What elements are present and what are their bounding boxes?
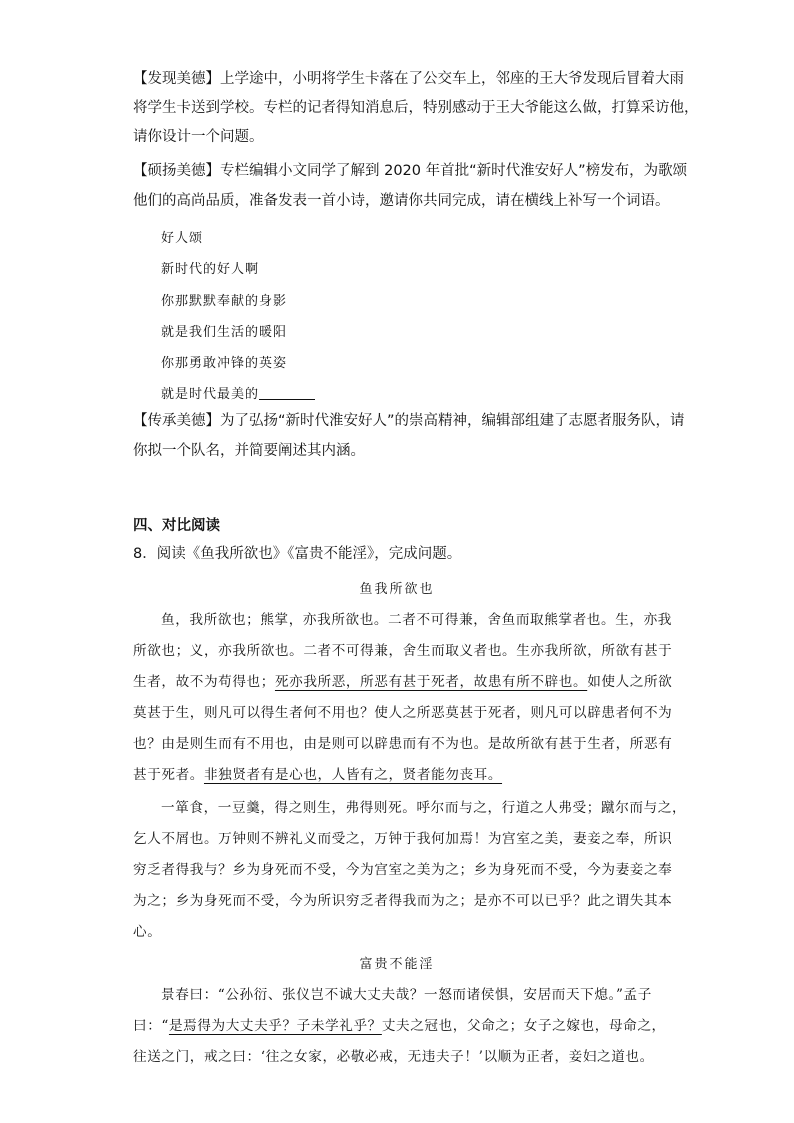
text1-line: 乞人不屑也。万钟则不辨礼义而受之，万钟于我何加焉！为宫室之美，妻妾之奉，所识 <box>133 831 673 847</box>
text1-line: 为之；乡为身死而不受，今为所识穷乏者得我而为之；是亦不可以已乎？此之谓失其本 <box>133 893 673 909</box>
answer-blank <box>259 385 315 400</box>
question-prompt: 8．阅读《鱼我所欲也》《富贵不能淫》，完成问题。 <box>133 546 462 562</box>
paragraph-promote-virtue-line-2: 他们的高尚品质，准备发表一首小诗，邀请你共同完成，请在横线上补写一个词语。 <box>133 193 670 209</box>
underlined-sentence: 非独贤者有是心也，人皆有之，贤者能勿丧耳。 <box>203 767 503 783</box>
poem-line: 你那默默奉献的身影 <box>161 294 288 309</box>
text2-line: 景春曰：“公孙衍、张仪岂不诚大丈夫哉？一怒而诸侯惧，安居而天下熄。”孟子 <box>161 987 652 1003</box>
text1-title: 鱼我所欲也 <box>359 582 435 597</box>
text-segment: 曰：“ <box>133 1018 169 1034</box>
text1-line: 穷乏者得我与？乡为身死而不受，今为宫室之美为之；乡为身死而不受，今为妻妾之奉 <box>133 862 673 878</box>
underlined-sentence: 死亦我所恶，所恶有甚于死者，故患有所不辟也。 <box>274 674 588 690</box>
text2-title: 富贵不能淫 <box>359 957 435 972</box>
poem-title: 好人颂 <box>161 231 204 246</box>
text-segment: 丈夫之冠也，父命之；女子之嫁也，母命之， <box>381 1018 666 1034</box>
paragraph-inherit-virtue-line-2: 你拟一个队名，并简要阐述其内涵。 <box>133 443 365 459</box>
poem-line: 新时代的好人啊 <box>161 262 260 277</box>
poem-line: 就是我们生活的暖阳 <box>161 325 288 340</box>
poem-line-text: 就是时代最美的 <box>161 387 260 402</box>
text1-line: 一箪食，一豆羹，得之则生，弗得则死。呼尔而与之，行道之人弗受；蹴尔而与之， <box>161 800 687 816</box>
text1-line: 心。 <box>133 924 162 940</box>
underlined-sentence: 是焉得为大丈夫乎？子未学礼乎？ <box>168 1018 382 1034</box>
paragraph-promote-virtue-line-1: 【硕扬美德】专栏编辑小文同学了解到 2020 年首批“新时代淮安好人”榜发布，为歌颂 <box>133 163 688 179</box>
paragraph-discover-virtue-line-2: 将学生卡送到学校。专栏的记者得知消息后，特别感动于王大爷能这么做，打算采访他， <box>133 100 699 116</box>
paragraph-inherit-virtue-line-1: 【传承美德】为了弘扬“新时代淮安好人”的崇高精神，编辑部组建了志愿者服务队，请 <box>133 413 685 429</box>
poem-line-with-blank <box>161 383 315 402</box>
text2-line: 往送之门，戒之曰：‘往之女家，必敬必戒，无违夫子！’以顺为正者，妾妇之道也。 <box>133 1049 654 1065</box>
text1-line: 所欲也；义，亦我所欲也。二者不可得兼，舍生而取义者也。生亦我所欲，所欲有甚于 <box>133 643 673 659</box>
text-segment: 甚于死者。 <box>133 767 204 783</box>
text2-line-with-underline <box>133 1014 666 1034</box>
poem-line: 你那勇敢冲锋的英姿 <box>161 356 288 371</box>
text1-line-with-underline <box>133 763 502 783</box>
text-segment: 如使人之所欲 <box>587 674 673 690</box>
section-heading: 四、对比阅读 <box>133 518 220 534</box>
text-segment: 生者，故不为苟得也； <box>133 674 275 690</box>
paragraph-discover-virtue-line-3: 请你设计一个问题。 <box>133 129 264 145</box>
text1-line: 也？由是则生而有不用也，由是则可以辟患而有不为也。是故所欲有甚于生者，所恶有 <box>133 736 673 752</box>
text1-line-with-underline <box>133 670 672 690</box>
text1-line: 莫甚于生，则凡可以得生者何不用也？使人之所恶莫甚于死者，则凡可以辟患者何不为 <box>133 705 673 721</box>
text1-line: 鱼，我所欲也；熊掌，亦我所欲也。二者不可得兼，舍鱼而取熊掌者也。生，亦我 <box>161 612 672 628</box>
paragraph-discover-virtue-line-1: 【发现美德】上学途中，小明将学生卡落在了公交车上，邻座的王大爷发现后冒着大雨 <box>133 71 684 87</box>
